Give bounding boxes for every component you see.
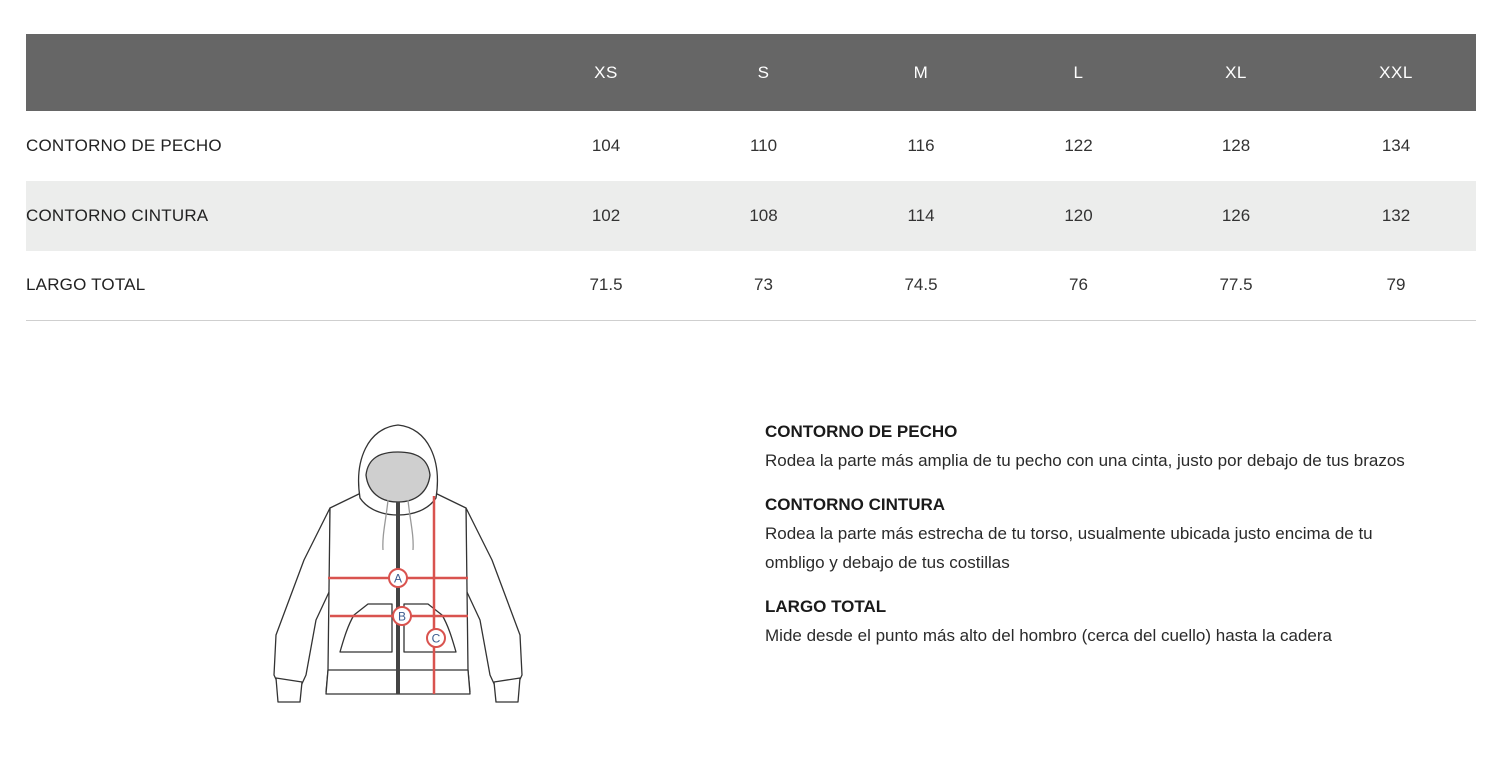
table-row (26, 251, 1476, 320)
left-sleeve (274, 508, 330, 688)
guide-description: Rodea la parte más estrecha de tu torso, usualmente ubicada justo encima de tu ombligo y debajo de tus costillas (765, 524, 1373, 572)
header-size-xs: XS (594, 62, 618, 82)
table-cell: 116 (907, 136, 935, 155)
row-label: LARGO TOTAL (26, 275, 146, 295)
header-size-xl: XL (1225, 62, 1247, 82)
guide-title: CONTORNO CINTURA (765, 495, 946, 514)
row-label: CONTORNO CINTURA (26, 206, 209, 225)
header-size-m: M (913, 62, 929, 82)
guide-description: Rodea la parte más amplia de tu pecho con una cinta, justo por debajo de tus brazos (765, 451, 1405, 470)
marker-c (427, 629, 445, 647)
header-size-s: S (757, 62, 770, 82)
right-sleeve (466, 508, 522, 688)
header-size-xxl: XXL (1379, 62, 1413, 82)
table-cell: 104 (591, 136, 621, 155)
guide-title: CONTORNO DE PECHO (765, 422, 958, 441)
guide-title: LARGO TOTAL (765, 597, 887, 616)
left-cuff (276, 678, 302, 702)
table-cell: 110 (749, 136, 778, 155)
guide-item-length (765, 595, 1465, 650)
table-header-row (26, 34, 1476, 111)
table-cell: 76 (1069, 275, 1088, 295)
guide-item-chest (765, 420, 1465, 475)
table-row (26, 111, 1476, 181)
hoodie-measurement-diagram (268, 420, 528, 710)
guide-item-waist (765, 493, 1465, 577)
table-cell: 102 (591, 206, 621, 225)
table-cell: 73 (754, 275, 773, 295)
marker-a (389, 569, 407, 587)
measurement-guide (765, 420, 1465, 668)
right-cuff (494, 678, 520, 702)
table-cell: 122 (1064, 136, 1093, 155)
svg-text:A: A (393, 571, 403, 586)
table-cell: 79 (1386, 275, 1406, 295)
table-cell: 134 (1381, 136, 1411, 155)
table-cell: 128 (1221, 136, 1251, 155)
marker-b (393, 607, 411, 625)
table-cell: 77.5 (1219, 275, 1253, 295)
size-table (26, 34, 1476, 321)
hood-opening (366, 452, 430, 502)
table-row (26, 181, 1476, 251)
table-cell: 108 (749, 206, 778, 225)
table-cell: 114 (907, 206, 935, 225)
guide-description: Mide desde el punto más alto del hombro (cerca del cuello) hasta la cadera (765, 626, 1332, 645)
table-cell: 120 (1064, 206, 1093, 225)
row-label: CONTORNO DE PECHO (26, 136, 222, 155)
svg-text:C: C (431, 631, 441, 646)
table-cell: 71.5 (589, 275, 623, 295)
header-size-l: L (1073, 62, 1084, 82)
table-cell: 132 (1381, 206, 1411, 225)
svg-text:B: B (397, 609, 407, 624)
header-empty (26, 34, 526, 111)
table-cell: 126 (1221, 206, 1251, 225)
table-cell: 74.5 (904, 275, 938, 295)
